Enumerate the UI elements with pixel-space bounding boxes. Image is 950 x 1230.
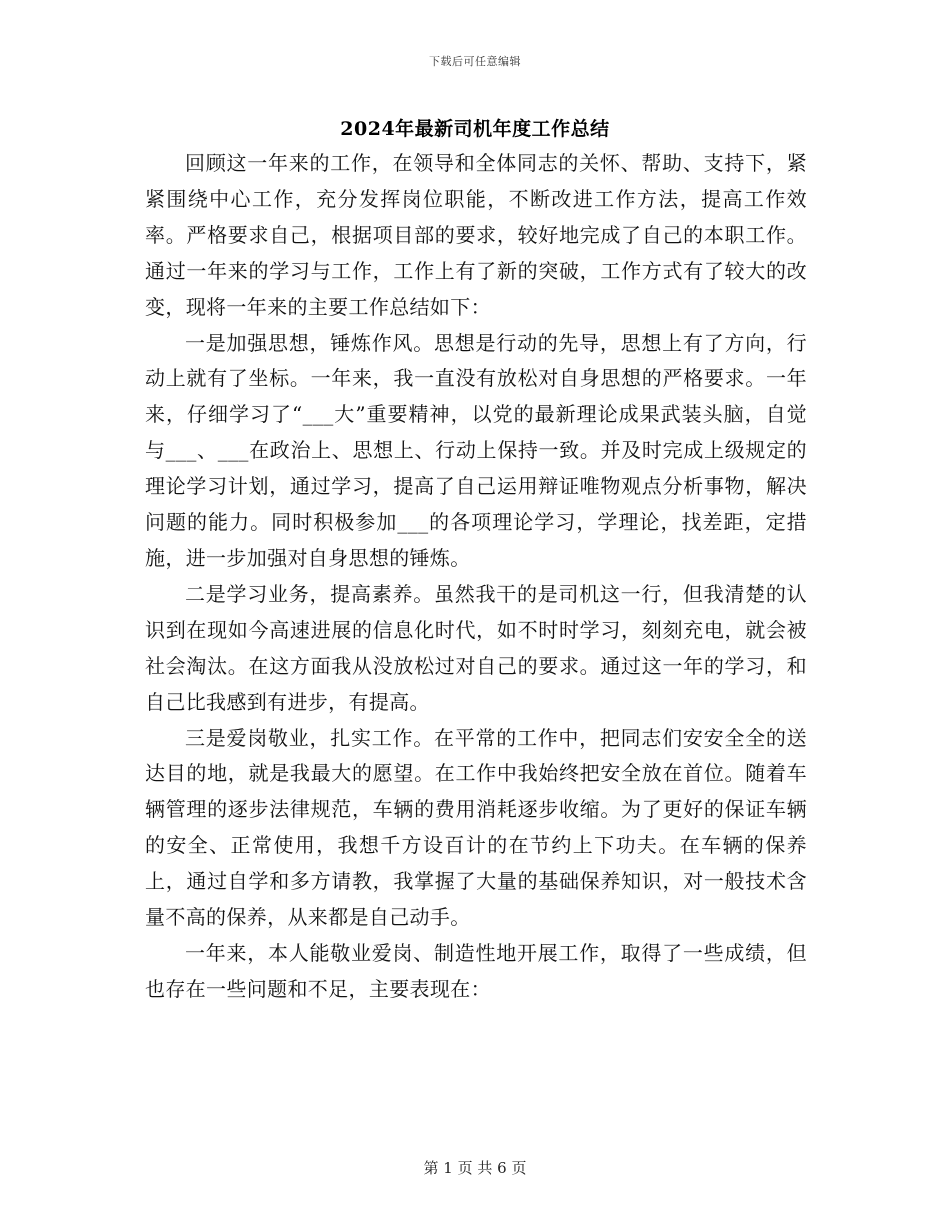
document-body	[145, 146, 807, 1008]
paragraph-thought: 一是加强思想，锤炼作风。思想是行动的先导，思想上有了方向，行动上就有了坐标。一年来，我一直没有放松对自身思想的严格要求。一年来，仔细学习了“___大”重要精神，以党的最新理论成果武装头脑，自觉与___、___在政治上、思想上、行动上保持一致。并及时完成上级规定的理论学习计划，通过学习，提高了自己运用辩证唯物观点分析事物，解决问题的能力。同时积极参加___的各项理论学习，学理论，找差距，定措施，进一步加强对自身思想的锤炼。	[145, 330, 807, 570]
paragraph-summary: 一年来，本人能敬业爱岗、制造性地开展工作，取得了一些成绩，但也存在一些问题和不足，主要表现在：	[145, 940, 807, 1001]
paragraph-intro: 回顾这一年来的工作，在领导和全体同志的关怀、帮助、支持下，紧紧围绕中心工作，充分发挥岗位职能，不断改进工作方法，提高工作效率。严格要求自己，根据项目部的要求，较好地完成了自己的本职工作。通过一年来的学习与工作，工作上有了新的突破，工作方式有了较大的改变，现将一年来的主要工作总结如下：	[145, 151, 807, 319]
header-note: 下载后可任意编辑	[429, 55, 521, 68]
paragraph-study: 二是学习业务，提高素养。虽然我干的是司机这一行，但我清楚的认识到在现如今高速进展的信息化时代，如不时时学习，刻刻充电，就会被社会淘汰。在这方面我从没放松过对自己的要求。通过这一年的学习，和自己比我感到有进步，有提高。	[145, 581, 807, 714]
document-title: 2024年最新司机年度工作总结	[340, 118, 610, 140]
page-number: 第 1 页 共 6 页	[423, 1159, 527, 1177]
paragraph-work: 三是爱岗敬业，扎实工作。在平常的工作中，把同志们安安全全的送达目的地，就是我最大的愿望。在工作中我始终把安全放在首位。随着车辆管理的逐步法律规范，车辆的费用消耗逐步收缩。为了更好的保证车辆的安全、正常使用，我想千方设百计的在节约上下功夫。在车辆的保养上，通过自学和多方请教，我掌握了大量的基础保养知识，对一般技术含量不高的保养，从来都是自己动手。	[145, 725, 807, 930]
